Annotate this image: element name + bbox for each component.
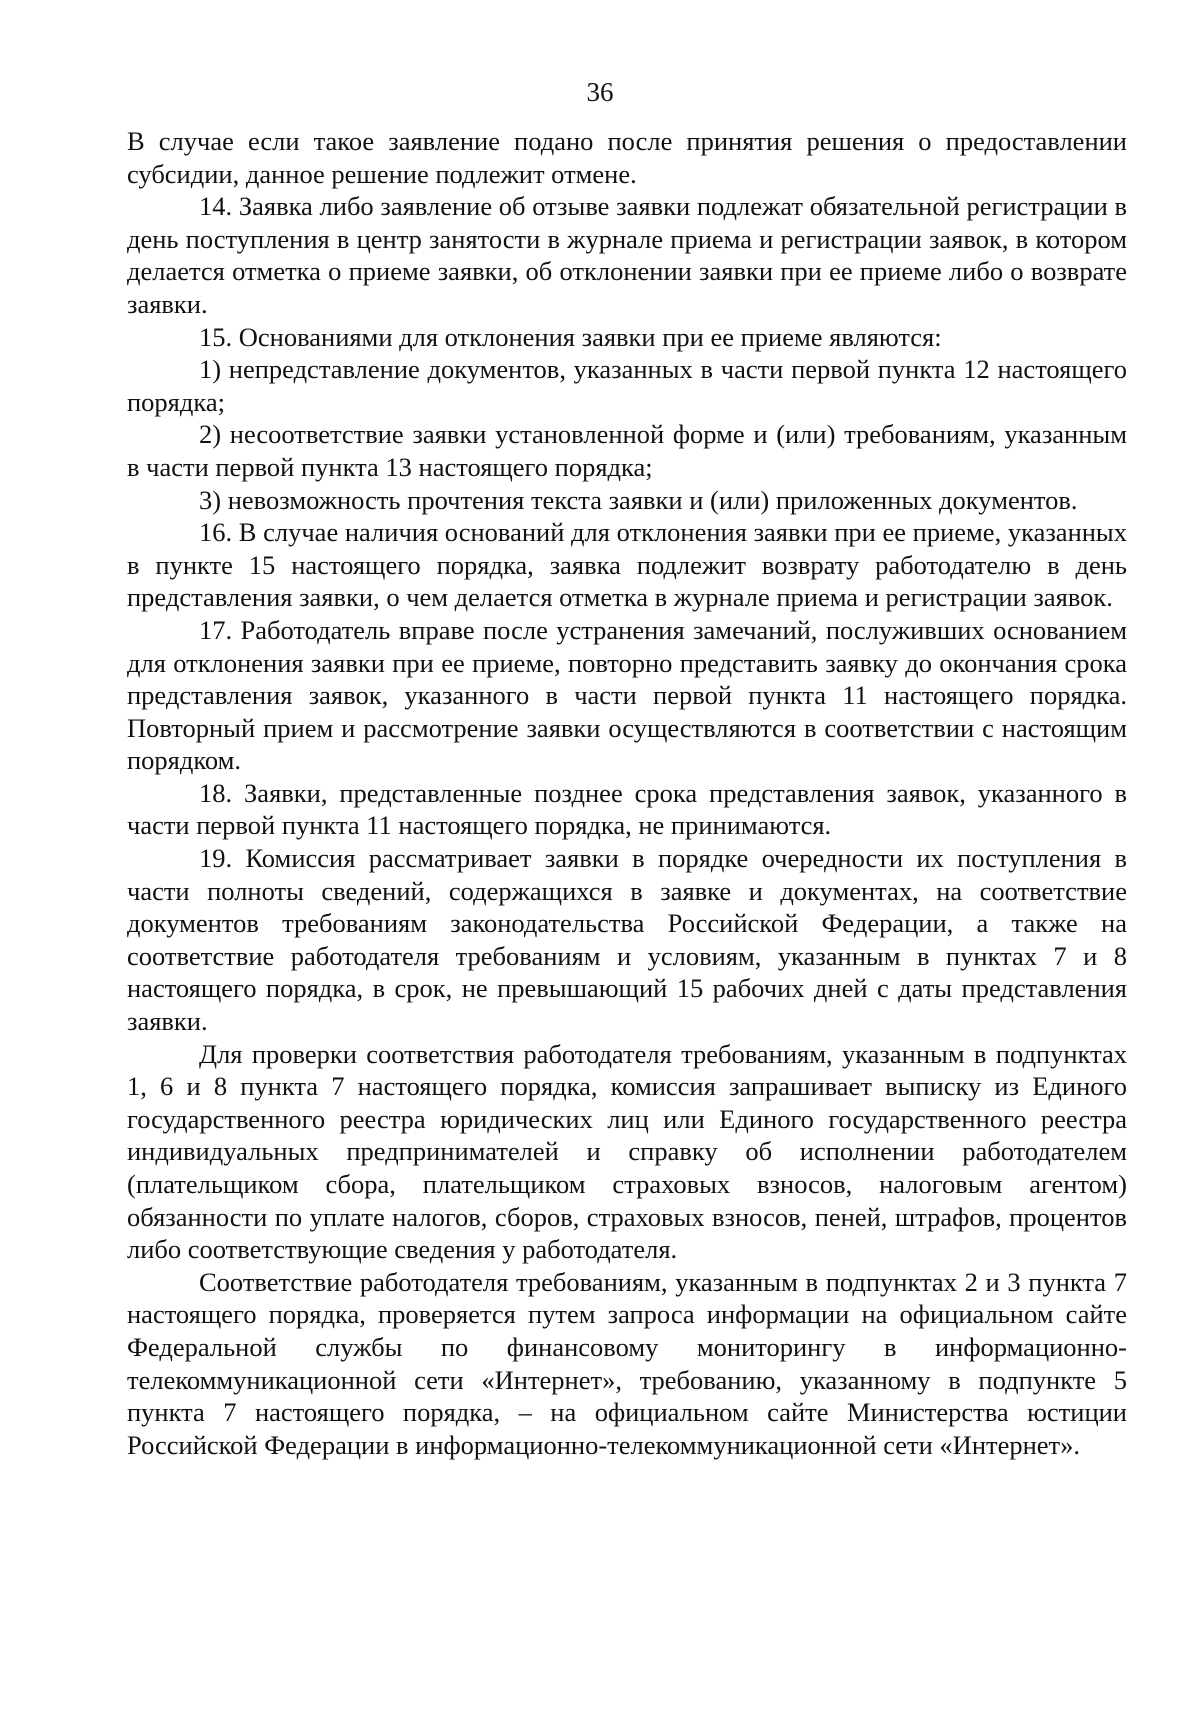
- paragraph: В случае если такое заявление подано после принятия решения о предоставлении субсидии, данное решение подлежит отмене.: [127, 126, 1127, 189]
- page-number: 36: [586, 77, 614, 107]
- list-item: 3) невозможность прочтения текста заявки и (или) приложенных документов.: [199, 484, 1078, 515]
- paragraph: 18. Заявки, представленные позднее срока представления заявок, указанного в части первой пункта 11 настоящего порядка, не принимаются.: [127, 777, 1127, 841]
- document-body: [127, 125, 1127, 1461]
- list-item: 1) непредставление документов, указанных в части первой пункта 12 настоящего порядка;: [127, 354, 1127, 417]
- paragraph: Соответствие работодателя требованиям, указанным в подпунктах 2 и 3 пункта 7 настоящего порядка, проверяется путем запроса информации на официальном сайте Федеральной службы по финансовому мониторингу в информационно-телекоммуникационной сети «Интернет», требованию, указанному в подпункте 5 пункта 7 настоящего порядка, – на официальном сайте Министерства юстиции Российской Федерации в информационно-телекоммуникационной сети «Интернет».: [127, 1266, 1127, 1460]
- paragraph: 14. Заявка либо заявление об отзыве заявки подлежат обязательной регистрации в день поступления в центр занятости в журнале приема и регистрации заявок, в котором делается отметка о приеме заявки, об отклонении заявки при ее приеме либо о возврате заявки.: [127, 191, 1127, 319]
- paragraph: Для проверки соответствия работодателя требованиям, указанным в подпунктах 1, 6 и 8 пункта 7 настоящего порядка, комиссия запрашивает выписку из Единого государственного реестра юридических лиц или Единого государственного реестра индивидуальных предпринимателей и справку об исполнении работодателем (плательщиком сбора, плательщиком страховых взносов, налоговым агентом) обязанности по уплате налогов, сборов, страховых взносов, пеней, штрафов, процентов либо соответствующие сведения у работодателя.: [127, 1038, 1127, 1265]
- paragraph: 17. Работодатель вправе после устранения замечаний, послуживших основанием для отклонения заявки при ее приеме, повторно представить заявку до окончания срока представления заявок, указанного в части первой пункта 11 настоящего порядка. Повторный прием и рассмотрение заявки осуществляются в соответствии с настоящим порядком.: [127, 614, 1127, 776]
- paragraph: 15. Основаниями для отклонения заявки при ее приеме являются:: [199, 321, 942, 352]
- paragraph: 16. В случае наличия оснований для отклонения заявки при ее приеме, указанных в пункте 15 настоящего порядка, заявка подлежит возврату работодателю в день представления заявки, о чем делается отметка в журнале приема и регистрации заявок.: [127, 517, 1127, 613]
- list-item: 2) несоответствие заявки установленной форме и (или) требованиям, указанным в части первой пункта 13 настоящего порядка;: [127, 419, 1127, 482]
- paragraph: 19. Комиссия рассматривает заявки в порядке очередности их поступления в части полноты сведений, содержащихся в заявке и документах, на соответствие документов требованиям законодательства Российской Федерации, а также на соответствие работодателя требованиям и условиям, указанным в пунктах 7 и 8 настоящего порядка, в срок, не превышающий 15 рабочих дней с даты представления заявки.: [127, 843, 1127, 1037]
